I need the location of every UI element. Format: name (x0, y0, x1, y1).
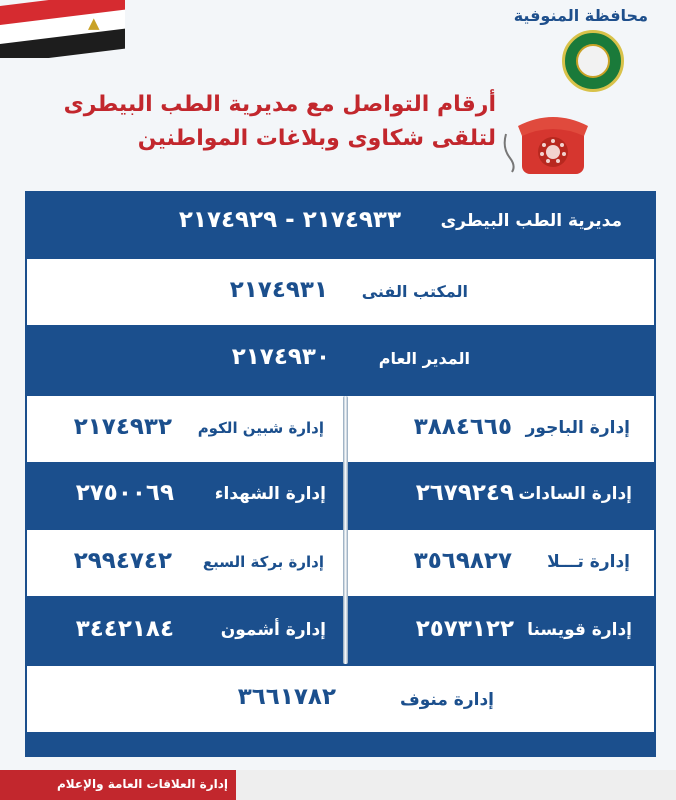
row-tala-berket (27, 530, 654, 596)
shohadaa-label: إدارة الشهداء (214, 484, 326, 504)
telephone-icon (500, 114, 592, 178)
shebin-label: إدارة شبين الكوم (197, 419, 324, 437)
tala-label: إدارة تـــلا (547, 552, 630, 572)
footer-department: إدارة العلاقات العامة والإعلام (56, 777, 228, 791)
bagour-label: إدارة الباجور (525, 418, 630, 438)
quesna-value: ٢٥٧٣١٢٢ (415, 616, 514, 642)
contacts-table (25, 191, 656, 757)
footer (0, 770, 676, 800)
row-general-manager (25, 327, 656, 393)
bagour-value: ٣٨٨٤٦٦٥ (413, 414, 512, 440)
row-sadat-shohadaa (25, 462, 656, 528)
general-manager-value: ٢١٧٤٩٣٠ (231, 344, 330, 370)
tala-value: ٣٥٦٩٨٢٧ (413, 548, 512, 574)
berket-value: ٢٩٩٤٧٤٢ (73, 548, 172, 574)
governorate-logo-icon (562, 30, 624, 92)
egypt-flag-icon: ▲ (0, 0, 125, 58)
footer-gray-bar (236, 770, 676, 800)
row-quesna-ashmoun (25, 598, 656, 664)
row-menouf (27, 666, 654, 732)
general-manager-label: المدير العام (378, 349, 470, 368)
governorate-title: محافظة المنوفية (513, 6, 648, 25)
column-divider (343, 396, 348, 664)
sadat-value: ٢٦٧٩٢٤٩ (415, 480, 514, 506)
technical-office-value: ٢١٧٤٩٣١ (229, 277, 328, 303)
technical-office-label: المكتب الفنى (361, 282, 468, 301)
sadat-label: إدارة السادات (518, 484, 632, 504)
directorate-label: مديرية الطب البيطرى (440, 211, 622, 231)
shohadaa-value: ٢٧٥٠٠٦٩ (75, 480, 174, 506)
headline-line-2: لتلقى شكاوى وبلاغات المواطنين (137, 126, 496, 151)
headline (63, 88, 496, 156)
row-directorate (25, 191, 656, 257)
row-bagour-shebin (27, 396, 654, 462)
shebin-value: ٢١٧٤٩٣٢ (73, 414, 172, 440)
directorate-value: ٢١٧٤٩٣٣ - ٢١٧٤٩٢٩ (178, 207, 401, 233)
ashmoun-label: إدارة أشمون (220, 620, 326, 640)
row-technical-office (27, 259, 654, 325)
menouf-value: ٣٦٦١٧٨٢ (237, 684, 336, 710)
headline-line-1: أرقام التواصل مع مديرية الطب البيطرى (63, 92, 496, 117)
berket-label: إدارة بركة السبع (202, 553, 324, 571)
ashmoun-value: ٣٤٤٢١٨٤ (75, 616, 174, 642)
menouf-label: إدارة منوف (400, 690, 494, 710)
quesna-label: إدارة قويسنا (527, 620, 632, 640)
